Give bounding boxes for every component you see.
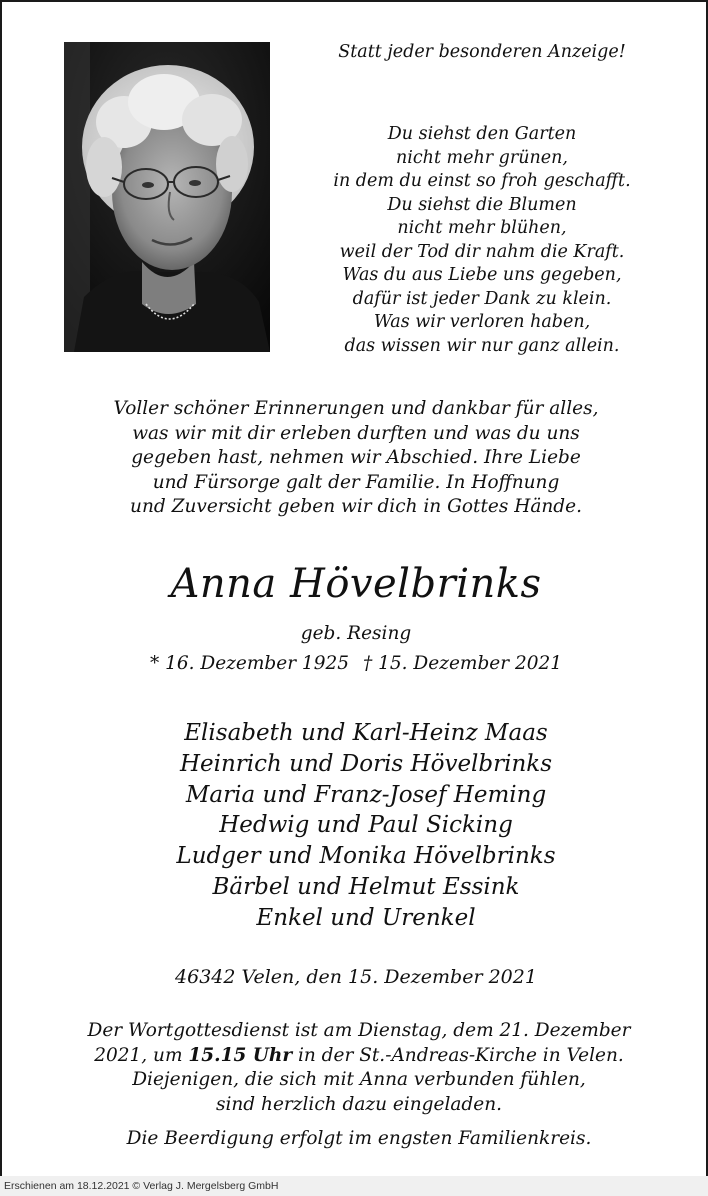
poem-line: weil der Tod dir nahm die Kraft. xyxy=(339,241,625,262)
notice-heading: Statt jeder besonderen Anzeige! xyxy=(338,42,626,62)
poem-line: das wissen wir nur ganz allein. xyxy=(344,335,620,356)
service-line xyxy=(26,1044,692,1069)
burial-notice: Die Beerdigung erfolgt im engsten Familienkreis. xyxy=(126,1128,592,1149)
service-line: sind herzlich dazu eingeladen. xyxy=(215,1093,502,1115)
poem-line: in dem du einst so froh geschafft. xyxy=(333,171,631,191)
service-time: 15.15 Uhr xyxy=(188,1044,293,1066)
farewell-line: und Zuversicht geben wir dich in Gottes Hände. xyxy=(130,496,582,517)
portrait-illustration xyxy=(64,42,270,352)
mourner-line: Enkel und Urenkel xyxy=(256,904,476,931)
place-date: 46342 Velen, den 15. Dezember 2021 xyxy=(175,966,537,988)
mourner-line: Hedwig und Paul Sicking xyxy=(219,812,513,839)
farewell-line: gegeben hast, nehmen wir Abschied. Ihre Liebe xyxy=(131,447,581,468)
publication-footer: Erschienen am 18.12.2021 © Verlag J. Mergelsberg GmbH xyxy=(0,1176,708,1196)
poem xyxy=(292,123,672,358)
service-info xyxy=(26,1019,692,1117)
farewell-line: Voller schöner Erinnerungen und dankbar für alles, xyxy=(113,398,599,419)
portrait-photo xyxy=(64,42,270,352)
mourner-line: Ludger und Monika Hövelbrinks xyxy=(176,843,556,870)
death-date: † 15. Dezember 2021 xyxy=(363,653,563,674)
service-line-pre: 2021, um xyxy=(94,1044,189,1066)
service-line-post: in der St.-Andreas-Kirche in Velen. xyxy=(292,1044,624,1066)
poem-line: Du siehst den Garten xyxy=(387,124,577,144)
mourner-line: Maria und Franz-Josef Heming xyxy=(185,781,547,808)
mourner-line: Bärbel und Helmut Essink xyxy=(212,873,520,900)
mourner-line: Heinrich und Doris Hövelbrinks xyxy=(179,750,553,777)
service-line: Diejenigen, die sich mit Anna verbunden fühlen, xyxy=(132,1069,586,1090)
deceased-name: Anna Hövelbrinks xyxy=(170,561,542,607)
poem-line: Was du aus Liebe uns gegeben, xyxy=(342,265,622,285)
farewell-line: und Fürsorge galt der Familie. In Hoffnung xyxy=(152,471,560,493)
mourners-list xyxy=(2,718,708,934)
poem-line: nicht mehr blühen, xyxy=(397,218,567,238)
life-dates xyxy=(2,653,708,674)
maiden-name: geb. Resing xyxy=(300,623,412,644)
poem-line: nicht mehr grünen, xyxy=(396,147,568,168)
farewell-line: was wir mit dir erleben durften und was du uns xyxy=(132,422,580,444)
poem-line: dafür ist jeder Dank zu klein. xyxy=(352,288,612,309)
poem-line: Was wir verloren haben, xyxy=(373,312,591,332)
farewell-text xyxy=(32,397,680,520)
poem-line: Du siehst die Blumen xyxy=(387,194,577,215)
service-line: Der Wortgottesdienst ist am Dienstag, dem 21. Dezember xyxy=(87,1020,631,1041)
mourner-line: Elisabeth und Karl-Heinz Maas xyxy=(184,720,548,746)
birth-date: * 16. Dezember 1925 xyxy=(149,653,349,674)
